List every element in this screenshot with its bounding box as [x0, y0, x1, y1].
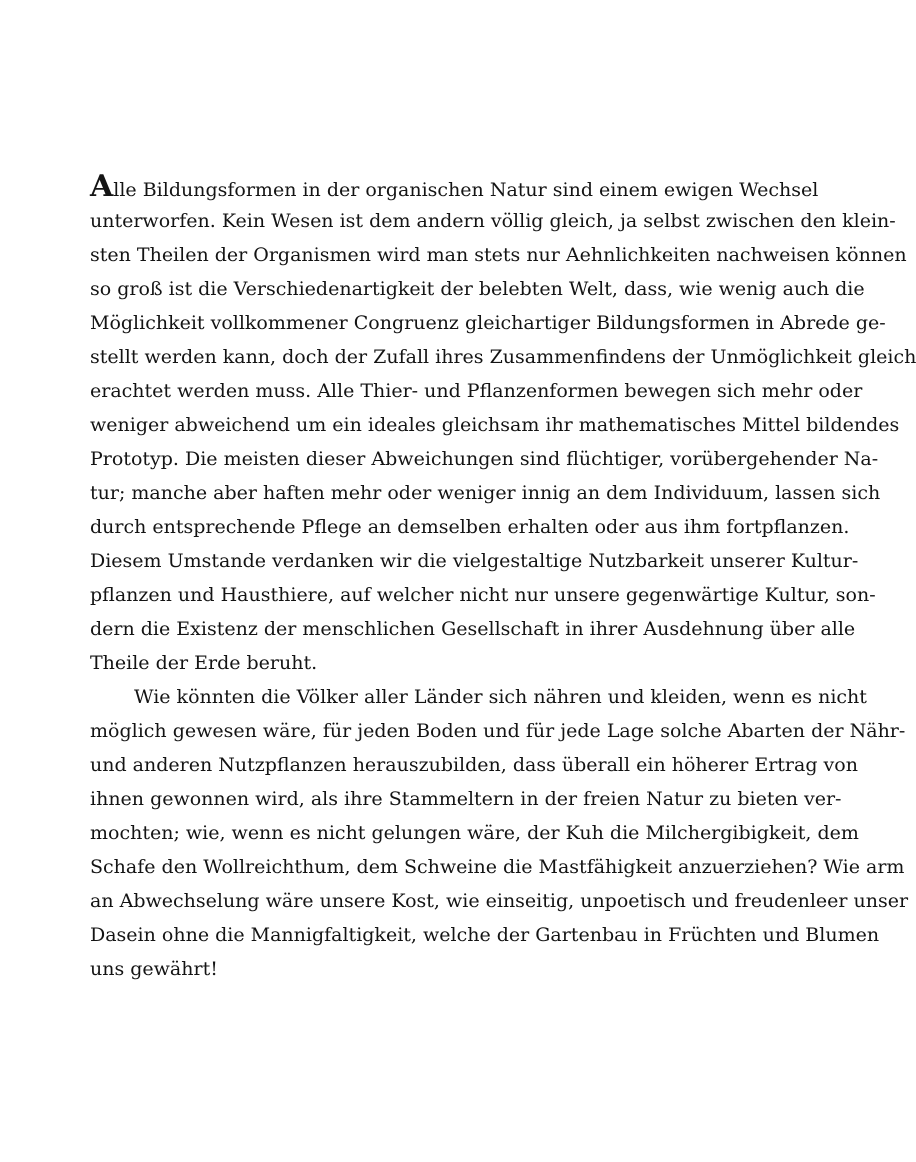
paragraph-2-line-4: ihnen gewonnen wird, als ihre Stammeltern in der freien Natur zu bieten ver-: [90, 788, 842, 810]
paragraph-2-line-5: mochten; wie, wenn es nicht gelungen wäre, der Kuh die Milchergibigkeit, dem: [90, 822, 859, 844]
paragraph-2-line-3: und anderen Nutzpflanzen herauszubilden, dass überall ein höherer Ertrag von: [90, 754, 858, 776]
paragraph-2-line-7: an Abwechselung wäre unsere Kost, wie einseitig, unpoetisch und freudenleer unser: [90, 890, 909, 912]
paragraph-2-line-9: uns gewährt!: [90, 958, 218, 980]
paragraph-1-line-1: [90, 169, 819, 204]
paragraph-1-line-3: sten Theilen der Organismen wird man stets nur Aehnlichkeiten nachweisen können: [90, 244, 907, 266]
paragraph-1-line-4: so groß ist die Verschiedenartigkeit der belebten Welt, dass, wie wenig auch die: [90, 278, 865, 300]
paragraph-1-line-13: pflanzen und Hausthiere, auf welcher nicht nur unsere gegenwärtige Kultur, son-: [90, 584, 876, 606]
paragraph-2-line-6: Schafe den Wollreichthum, dem Schweine die Mastfähigkeit anzuerziehen? Wie arm: [90, 856, 905, 878]
paragraph-1-line-8: weniger abweichend um ein ideales gleichsam ihr mathematisches Mittel bildendes: [90, 414, 900, 436]
paragraph-1-line-11: durch entsprechende Pflege an demselben erhalten oder aus ihm fortpflanzen.: [90, 516, 850, 538]
paragraph-1-line-6: stellt werden kann, doch der Zufall ihres Zusammenfindens der Unmöglichkeit gleich: [90, 346, 916, 368]
paragraph-1-line-7: erachtet werden muss. Alle Thier- und Pflanzenformen bewegen sich mehr oder: [90, 380, 863, 402]
paragraph-1-line-1-text: lle Bildungsformen in der organischen Natur sind einem ewigen Wechsel: [113, 179, 819, 201]
paragraph-1-line-9: Prototyp. Die meisten dieser Abweichungen sind flüchtiger, vorübergehender Na-: [90, 448, 879, 470]
paragraph-2-line-2: möglich gewesen wäre, für jeden Boden und für jede Lage solche Abarten der Nähr-: [90, 720, 906, 742]
paragraph-2-line-8: Dasein ohne die Mannigfaltigkeit, welche der Gartenbau in Früchten und Blumen: [90, 924, 880, 946]
body-text: [90, 169, 916, 986]
paragraph-1-line-14: dern die Existenz der menschlichen Gesellschaft in ihrer Ausdehnung über alle: [90, 618, 856, 640]
drop-cap: A: [90, 169, 114, 204]
paragraph-1-line-5: Möglichkeit vollkommener Congruenz gleichartiger Bildungsformen in Abrede ge-: [90, 312, 886, 334]
paragraph-1-line-2: unterworfen. Kein Wesen ist dem andern völlig gleich, ja selbst zwischen den klein-: [90, 210, 896, 232]
paragraph-2-line-1: Wie könnten die Völker aller Länder sich nähren und kleiden, wenn es nicht: [134, 686, 867, 708]
paragraph-1-line-15: Theile der Erde beruht.: [90, 652, 318, 674]
paragraph-1-line-12: Diesem Umstande verdanken wir die vielgestaltige Nutzbarkeit unserer Kultur-: [90, 550, 859, 572]
paragraph-1-line-10: tur; manche aber haften mehr oder weniger innig an dem Individuum, lassen sich: [90, 482, 881, 504]
